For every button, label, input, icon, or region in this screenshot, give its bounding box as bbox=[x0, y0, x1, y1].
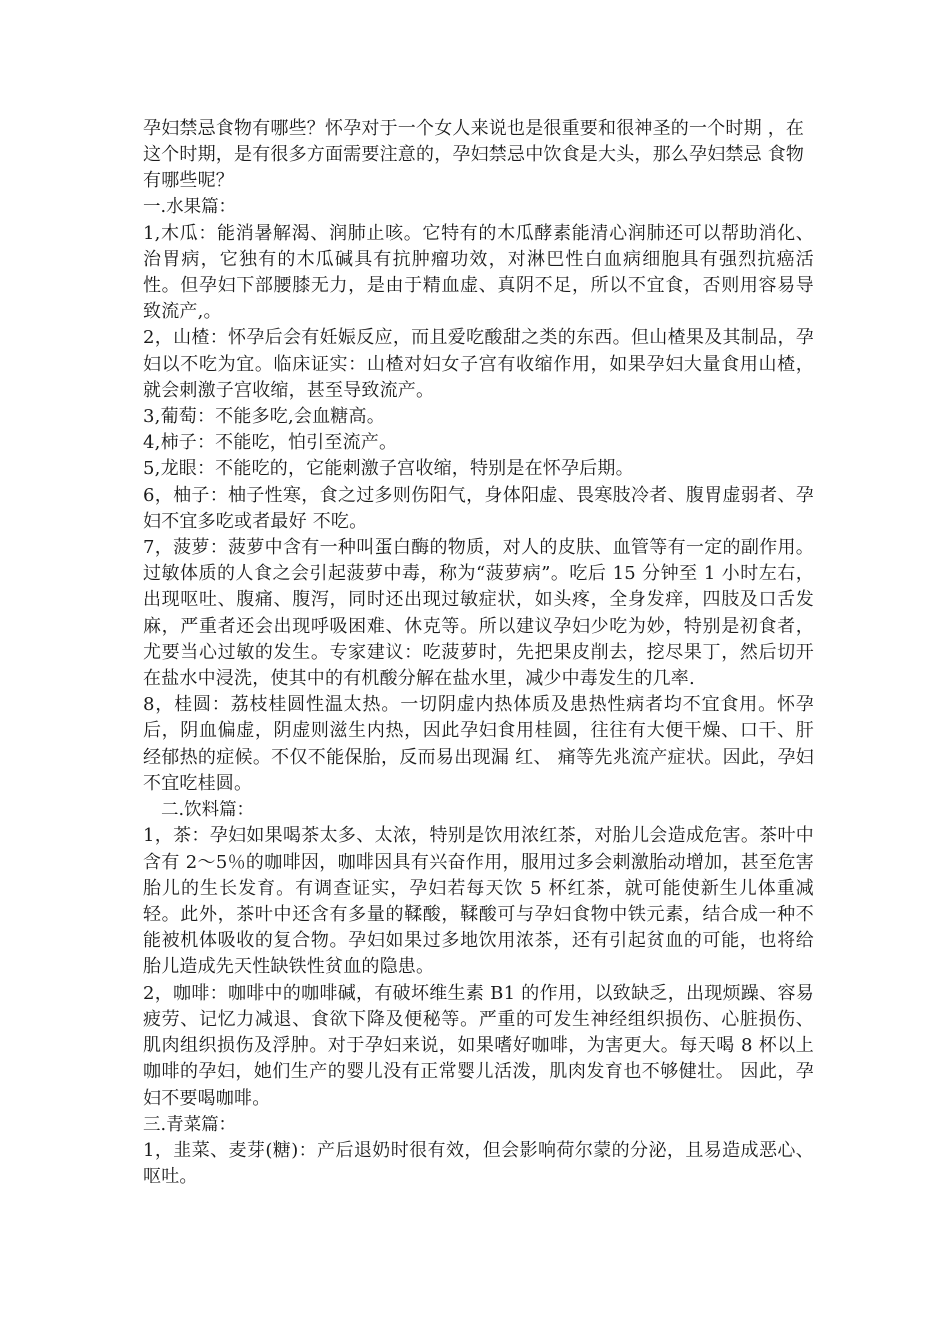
fruit-item-longan: 5,龙眼：不能吃的，它能刺激子宫收缩，特别是在怀孕后期。 bbox=[143, 458, 634, 480]
fruit-item-hawthorn: 2，山楂：怀孕后会有妊娠反应，而且爱吃酸甜之类的东西。但山楂果及其制品，孕妇以不吃为宜。临床证实：山楂对妇女子宫有收缩作用，如果孕妇大量食用山楂，就会刺激子宫收缩，甚至导致流产。 bbox=[143, 327, 814, 401]
vegetable-item-leek: 1，韭菜、麦芽(糖)：产后退奶时很有效，但会影响荷尔蒙的分泌，且易造成恶心、呕吐。 bbox=[143, 1140, 814, 1188]
fruit-item-guiyuan: 8，桂圆：荔枝桂圆性温太热。一切阴虚内热体质及患热性病者均不宜食用。怀孕后，阴血偏虚，阴虚则滋生内热，因此孕妇食用桂圆，往往有大便干燥、口干、肝经郁热的症候。不仅不能保胎，反而易出现漏 红、 痛等先兆流产症状。因此，孕妇不宜吃桂圆。 bbox=[143, 694, 814, 794]
drink-item-tea: 1，茶：孕妇如果喝茶太多、太浓，特别是饮用浓红茶，对胎儿会造成危害。茶叶中含有 2～5％的咖啡因，咖啡因具有兴奋作用，服用过多会刺激胎动增加，甚至危害胎儿的生长发育。有调查证实，孕妇若每天饮 5 杯红茶，就可能使新生儿体重减轻。此外，茶叶中还含有多量的鞣酸，鞣酸可与孕妇食物中铁元素，结合成一种不能被机体吸收的复合物。孕妇如果过多地饮用浓茶，还有引起贫血的可能，也将给胎儿造成先天性缺铁性贫血的隐患。 bbox=[143, 825, 814, 978]
fruit-item-papaya: 1,木瓜：能消暑解渴、润肺止咳。它特有的木瓜酵素能清心润肺还可以帮助消化、治胃病，它独有的木瓜碱具有抗肿瘤功效，对淋巴性白血病细胞具有强烈抗癌活性。但孕妇下部腰膝无力，是由于精血虚、真阴不足，所以不宜食，否则用容易导致流产,。 bbox=[143, 222, 814, 323]
section-heading-drinks: 二.饮料篇： bbox=[161, 799, 255, 820]
fruit-item-pineapple: 7，菠萝：菠萝中含有一种叫蛋白酶的物质，对人的皮肤、血管等有一定的副作用。过敏体质的人食之会引起菠萝中毒，称为“菠萝病”。吃后 15 分钟至 1 小时左右，出现呕吐、腹痛、腹泻，同时还出现过敏症状，如头疼，全身发痒，四肢及口舌发麻，严重者还会出现呼吸困难、休克等。所以建议孕妇少吃为妙，特别是初食者，尤要当心过敏的发生。专家建议：吃菠萝时，先把果皮削去，挖尽果丁，然后切开在盐水中浸洗，使其中的有机酸分解在盐水里，减少中毒发生的几率. bbox=[143, 536, 814, 689]
drink-item-coffee: 2，咖啡：咖啡中的咖啡碱，有破坏维生素 B1 的作用，以致缺乏，出现烦躁、容易疲劳、记忆力减退、食欲下降及便秘等。严重的可发生神经组织损伤、心脏损伤、肌肉组织损伤及浮肿。对于孕妇来说，如果嗜好咖啡，为害更大。每天喝 8 杯以上咖啡的孕妇，她们生产的婴儿没有正常婴儿活泼，肌肉发育也不够健壮。 因此，孕妇不要喝咖啡。 bbox=[143, 982, 814, 1109]
fruit-item-pomelo: 6，柚子：柚子性寒，食之过多则伤阳气，身体阳虚、畏寒肢冷者、腹胃虚弱者、孕妇不宜多吃或者最好 不吃。 bbox=[143, 484, 814, 532]
intro-paragraph: 孕妇禁忌食物有哪些？怀孕对于一个女人来说也是很重要和很神圣的一个时期 ，在这个时期，是有很多方面需要注意的，孕妇禁忌中饮食是大头，那么孕妇禁忌 食物有哪些呢？ bbox=[143, 118, 805, 191]
fruit-item-grape: 3,葡萄：不能多吃,会血糖高。 bbox=[143, 405, 385, 427]
fruit-item-persimmon: 4,柿子：不能吃，怕引至流产。 bbox=[143, 432, 398, 454]
section-heading-fruit: 一.水果篇： bbox=[143, 197, 237, 217]
section-heading-vegetables: 三.青菜篇： bbox=[143, 1114, 237, 1135]
